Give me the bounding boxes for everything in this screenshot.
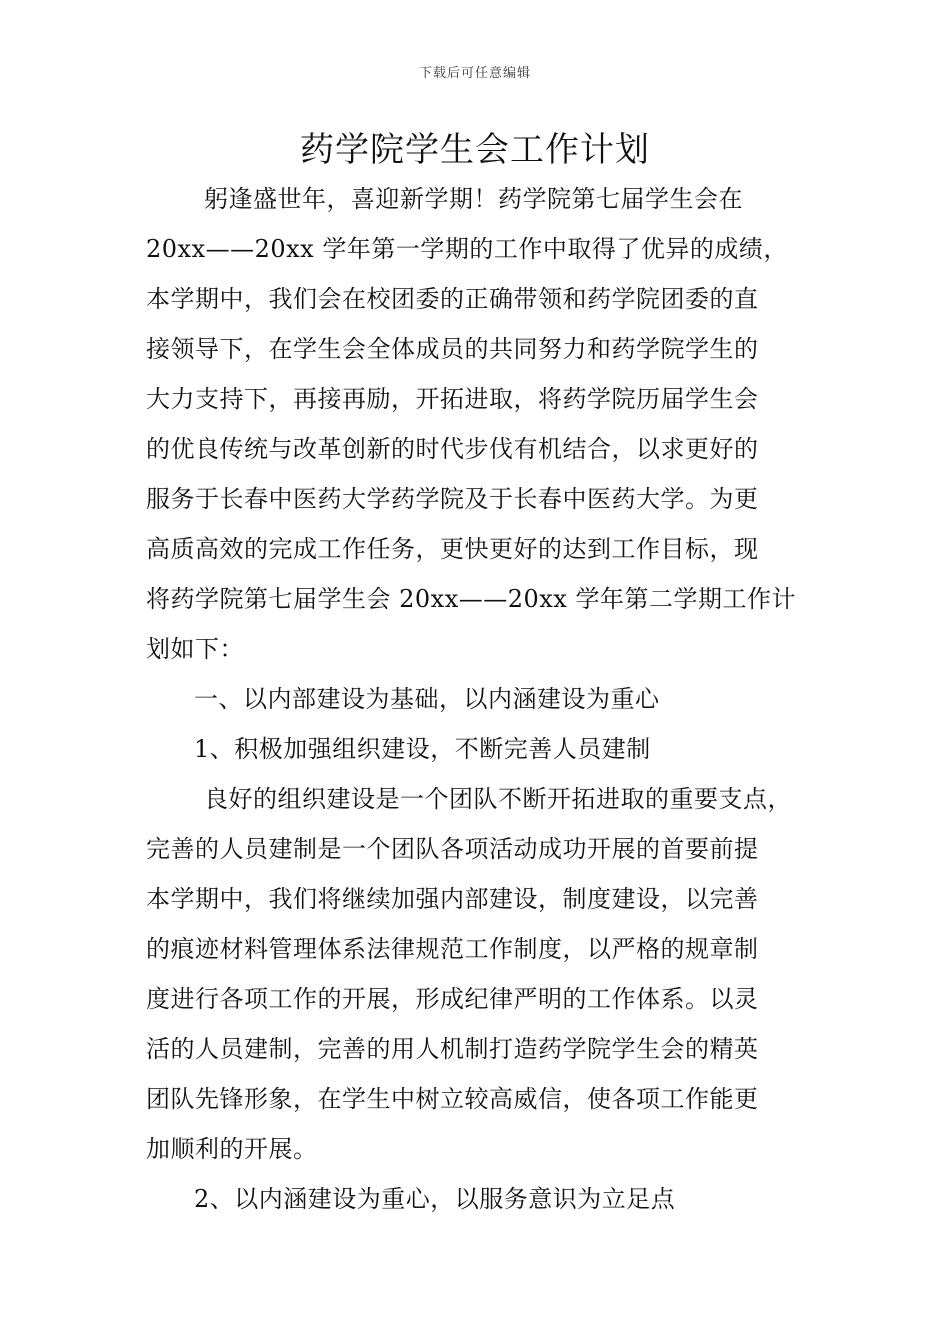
paragraph-line: 的痕迹材料管理体系法律规范工作制度，以严格的规章制 bbox=[146, 935, 759, 963]
paragraph-line: 将药学院第七届学生会 20xx——20xx 学年第二学期工作计 bbox=[146, 585, 796, 613]
paragraph-line: 本学期中，我们会在校团委的正确带领和药学院团委的直 bbox=[146, 285, 759, 313]
paragraph-line: 本学期中，我们将继续加强内部建设，制度建设，以完善 bbox=[146, 885, 759, 913]
paragraph-line: 接领导下，在学生会全体成员的共同努力和药学院学生的 bbox=[146, 335, 759, 363]
paragraph-line: 的优良传统与改革创新的时代步伐有机结合，以求更好的 bbox=[146, 435, 759, 463]
paragraph-line: 躬逢盛世年，喜迎新学期！药学院第七届学生会在 bbox=[204, 185, 743, 213]
paragraph-line: 大力支持下，再接再励，开拓进取，将药学院历届学生会 bbox=[146, 385, 759, 413]
subsection-heading: 1、积极加强组织建设，不断完善人员建制 bbox=[194, 735, 651, 763]
paragraph-line: 度进行各项工作的开展，形成纪律严明的工作体系。以灵 bbox=[146, 985, 759, 1013]
paragraph-line: 活的人员建制，完善的用人机制打造药学院学生会的精英 bbox=[146, 1035, 759, 1063]
paragraph-line: 团队先锋形象，在学生中树立较高威信，使各项工作能更 bbox=[146, 1085, 759, 1113]
paragraph-line: 服务于长春中医药大学药学院及于长春中医药大学。为更 bbox=[146, 485, 759, 513]
paragraph-line: 加顺利的开展。 bbox=[146, 1135, 318, 1163]
paragraph-line: 高质高效的完成工作任务，更快更好的达到工作目标，现 bbox=[146, 535, 759, 563]
document-title: 药学院学生会工作计划 bbox=[300, 130, 650, 170]
paragraph-line: 划如下： bbox=[146, 635, 244, 663]
section-heading: 一、以内部建设为基础，以内涵建设为重心 bbox=[194, 685, 660, 713]
subsection-heading: 2、以内涵建设为重心，以服务意识为立足点 bbox=[194, 1185, 676, 1213]
paragraph-line: 20xx——20xx 学年第一学期的工作中取得了优异的成绩， bbox=[146, 235, 788, 263]
header-note: 下载后可任意编辑 bbox=[418, 66, 531, 81]
paragraph-line: 良好的组织建设是一个团队不断开拓进取的重要支点， bbox=[204, 785, 792, 813]
paragraph-line: 完善的人员建制是一个团队各项活动成功开展的首要前提 bbox=[146, 835, 759, 863]
